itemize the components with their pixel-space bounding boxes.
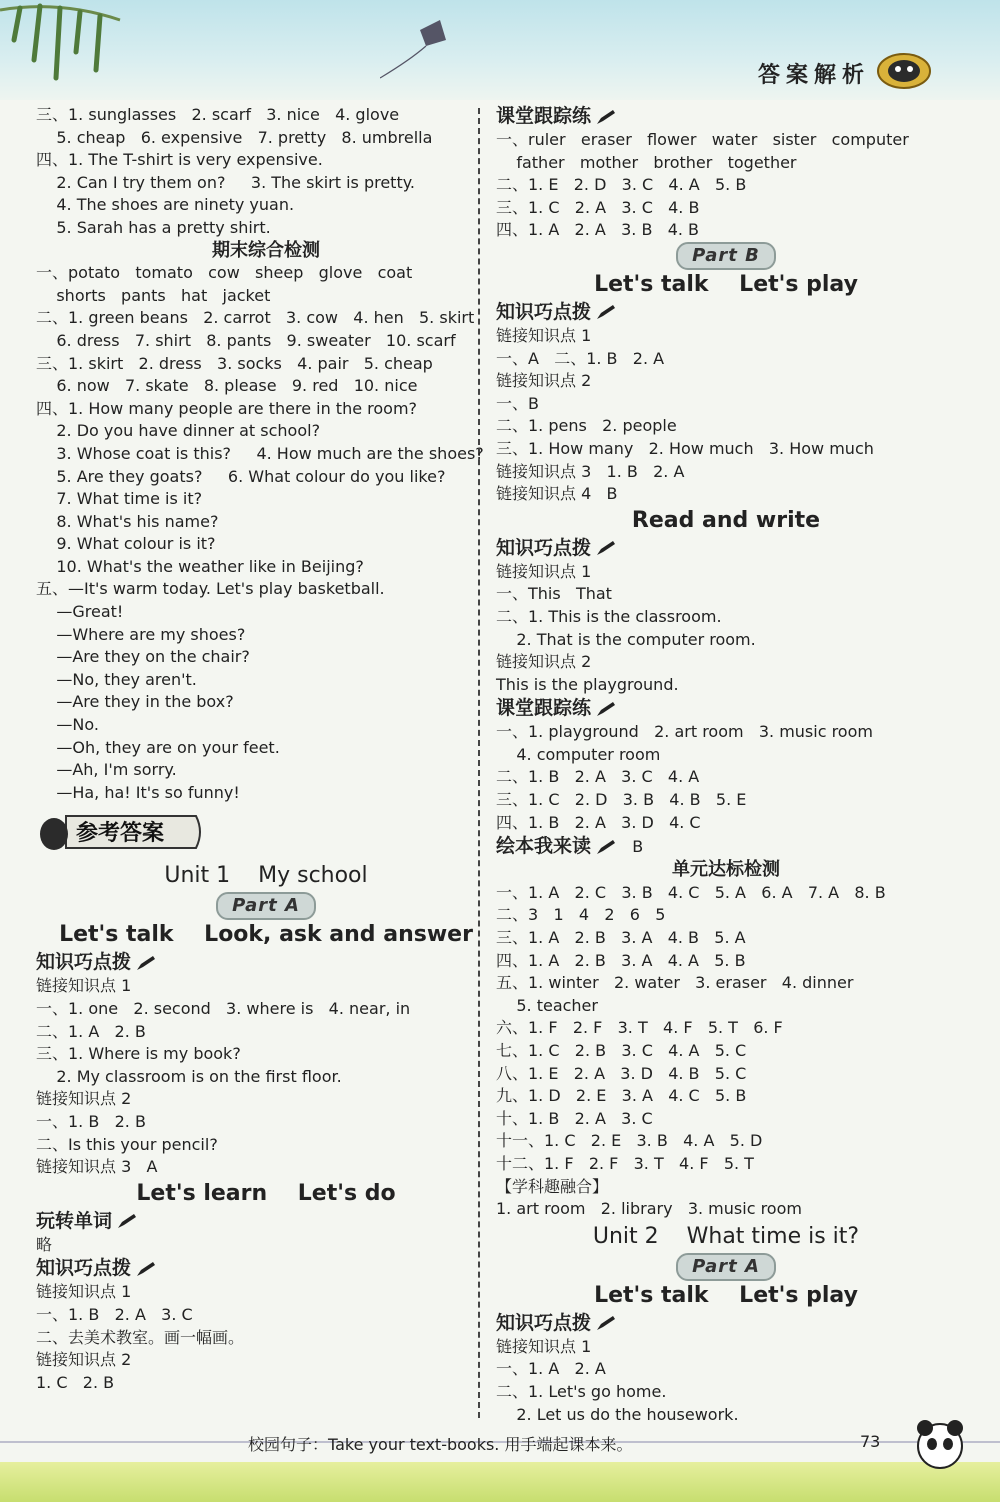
answer-line: 十一、1. C 2. E 3. B 4. A 5. D [496, 1131, 763, 1151]
exercise-label-text: 知识巧点拨 [36, 951, 132, 974]
answer-line: —Ah, I'm sorry. [36, 760, 177, 780]
answer-line: 四、1. How many people are there in the room? [36, 398, 418, 418]
answer-line: 5. teacher [496, 995, 598, 1015]
answer-line: shorts pants hat jacket [36, 285, 271, 305]
part-tag [496, 1253, 956, 1281]
left-answer-column [36, 104, 496, 1394]
answer-line: 链接知识点 3 1. B 2. A [496, 461, 685, 481]
panda-mascot-icon [905, 1410, 975, 1480]
exercise-label [36, 950, 496, 975]
answer-line: 二、1. green beans 2. carrot 3. cow 4. hen 5. skirt [36, 308, 475, 328]
answer-line: 链接知识点 2 [496, 371, 592, 391]
answer-line: 一、1. playground 2. art room 3. music room [496, 722, 873, 742]
pencil-icon [595, 838, 617, 856]
answer-line: 链接知识点 2 [496, 652, 592, 672]
answer-line: 5. cheap 6. expensive 7. pretty 8. umbrella [36, 127, 433, 147]
answer-line: 一、1. A 2. C 3. B 4. C 5. A 6. A 7. A 8. B [496, 882, 886, 902]
answer-line: 三、1. A 2. B 3. A 4. B 5. A [496, 928, 746, 948]
part-tag [36, 892, 496, 920]
answer-line: 四、1. B 2. A 3. D 4. C [496, 812, 701, 832]
answer-line: —Are they in the box? [36, 692, 234, 712]
answer-line: 2. Do you have dinner at school? [36, 421, 321, 441]
exercise-label-text: 玩转单词 [36, 1209, 113, 1232]
answer-line: 二、Is this your pencil? [36, 1134, 218, 1154]
answer-line: 二、1. A 2. B [36, 1021, 146, 1041]
answer-line: 二、1. B 2. A 3. C 4. A [496, 767, 700, 787]
answer-line: 9. What colour is it? [36, 534, 216, 554]
section-heading: Read and write [631, 507, 821, 533]
exercise-label-text: 知识巧点拨 [496, 1311, 592, 1334]
answer-line: 一、B [496, 393, 539, 413]
answer-line: 2. That is the computer room. [496, 629, 756, 649]
answer-line: 【学科趣融合】 [496, 1176, 609, 1196]
pencil-icon [595, 108, 617, 126]
answer-line: 4. The shoes are ninety yuan. [36, 195, 295, 215]
answer-line: 2. My classroom is on the first floor. [36, 1066, 342, 1086]
answer-line: 6. dress 7. shirt 8. pants 9. sweater 10. scarf [36, 330, 456, 350]
right-answer-column [496, 104, 956, 1426]
part-pill: Part A [216, 892, 316, 920]
answer-line: 七、1. C 2. B 3. C 4. A 5. C [496, 1041, 747, 1060]
answer-line: —Oh, they are on your feet. [36, 737, 280, 757]
test-heading: 期末综合检测 [212, 239, 320, 261]
section-heading: Let's talk Let's play [594, 271, 858, 297]
answer-line: 一、1. B 2. A 3. C [36, 1304, 193, 1324]
pencil-icon [595, 539, 617, 557]
exercise-label [496, 300, 956, 325]
pencil-icon [116, 1212, 138, 1230]
answer-line: 十二、1. F 2. F 3. T 4. F 5. T [496, 1153, 754, 1173]
exercise-label-text: 知识巧点拨 [496, 300, 592, 323]
answer-line: 三、1. Where is my book? [36, 1044, 241, 1064]
test-heading: 单元达标检测 [672, 859, 780, 881]
answer-line: 二、1. E 2. D 3. C 4. A 5. B [496, 175, 747, 195]
exercise-label-answer: B [617, 837, 644, 857]
answer-line: 一、This That [496, 584, 612, 604]
answer-line: —No. [36, 715, 99, 735]
unit-title: Unit 1 My school [164, 863, 368, 889]
answer-line: 10. What's the weather like in Beijing? [36, 556, 364, 576]
answer-line: —Are they on the chair? [36, 647, 250, 667]
page-number: 73 [860, 1432, 881, 1451]
answer-line: —No, they aren't. [36, 669, 197, 689]
section-heading: Let's talk Let's play [594, 1282, 858, 1308]
answer-line: 一、ruler eraser flower water sister computer [496, 130, 909, 149]
part-pill: Part A [676, 1253, 776, 1281]
answer-line: 一、1. B 2. B [36, 1111, 146, 1131]
answer-line: 九、1. D 2. E 3. A 4. C 5. B [496, 1086, 747, 1106]
answer-line: 略 [36, 1234, 53, 1254]
exercise-label [496, 104, 956, 129]
exercise-label [496, 696, 956, 721]
answer-line: 1. C 2. B [36, 1372, 115, 1392]
answer-line: 链接知识点 1 [496, 325, 592, 345]
answer-line: 四、1. A 2. B 3. A 4. A 5. B [496, 950, 746, 970]
answer-line: 链接知识点 2 [36, 1350, 132, 1370]
part-pill: Part B [676, 242, 776, 270]
answer-line: 二、1. pens 2. people [496, 416, 677, 436]
answer-line: 三、1. C 2. A 3. C 4. B [496, 197, 700, 217]
banner-ribbon-icon [36, 810, 206, 854]
answer-line: 十、1. B 2. A 3. C [496, 1108, 653, 1128]
answer-line: 五、—It's warm today. Let's play basketball. [36, 579, 385, 599]
answer-line: 4. computer room [496, 744, 661, 764]
answer-line: 1. art room 2. library 3. music room [496, 1199, 802, 1219]
campus-sentence: 校园句子：Take your text-books. 用手端起课本来。 [248, 1435, 633, 1454]
answer-line: —Ha, ha! It's so funny! [36, 782, 240, 802]
answer-line: 3. Whose coat is this? 4. How much are the shoes? [36, 443, 484, 463]
answer-line: 四、1. A 2. A 3. B 4. B [496, 220, 700, 240]
answer-line: 链接知识点 1 [36, 1282, 132, 1302]
mascot-badge-icon [876, 52, 932, 90]
page-header [0, 0, 1000, 100]
answer-line: —Great! [36, 602, 124, 622]
exercise-label-text: 绘本我来读 [496, 835, 592, 858]
answer-line: 三、1. C 2. D 3. B 4. B 5. E [496, 790, 747, 810]
answer-line: 二、3 1 4 2 6 5 [496, 905, 666, 925]
pencil-icon [595, 700, 617, 718]
answer-line: 2. Let us do the housework. [496, 1404, 739, 1424]
exercise-label-text: 课堂跟踪练 [496, 105, 592, 127]
exercise-label-text: 知识巧点拨 [496, 536, 592, 559]
header-title: 答案解析 [757, 63, 870, 88]
answer-line: 链接知识点 1 [496, 561, 592, 581]
answer-line: 三、1. skirt 2. dress 3. socks 4. pair 5. cheap [36, 353, 433, 373]
answer-line: 链接知识点 1 [496, 1336, 592, 1356]
banner-text: 参考答案 [76, 821, 165, 847]
answer-line: 三、1. How many 2. How much 3. How much [496, 438, 874, 458]
answer-line: 8. What's his name? [36, 511, 219, 531]
answer-line: 2. Can I try them on? 3. The skirt is pretty. [36, 172, 415, 192]
exercise-label [36, 1209, 496, 1234]
answer-line: 三、1. sunglasses 2. scarf 3. nice 4. glove [36, 105, 400, 124]
willow-branch-icon [0, 0, 180, 90]
kite-icon [380, 20, 500, 80]
answer-line: 链接知识点 2 [36, 1089, 132, 1109]
answer-line: 链接知识点 3 A [36, 1157, 158, 1177]
answer-line: 二、1. This is the classroom. [496, 606, 722, 626]
exercise-label [496, 536, 956, 561]
answer-line: 链接知识点 1 [36, 976, 132, 996]
exercise-label-text: 知识巧点拨 [36, 1257, 132, 1280]
answer-line: 6. now 7. skate 8. please 9. red 10. nice [36, 376, 418, 396]
pencil-icon [135, 1260, 157, 1278]
answer-line: 一、1. A 2. A [496, 1359, 606, 1379]
answer-line: 八、1. E 2. A 3. D 4. B 5. C [496, 1063, 747, 1083]
answer-line: 二、1. Let's go home. [496, 1381, 667, 1401]
reference-answer-banner [36, 804, 496, 860]
page-footer [0, 1432, 1000, 1502]
answer-line: —Where are my shoes? [36, 624, 246, 644]
part-tag [496, 242, 956, 270]
section-heading: Let's talk Look, ask and answer [59, 922, 473, 948]
exercise-label [36, 1256, 496, 1281]
exercise-label [496, 1311, 956, 1336]
exercise-label-text: 课堂跟踪练 [496, 697, 592, 720]
answer-line: 一、potato tomato cow sheep glove coat [36, 263, 413, 283]
grass-strip [0, 1462, 1000, 1502]
answer-line: 五、1. winter 2. water 3. eraser 4. dinner [496, 973, 854, 993]
exercise-label [496, 834, 956, 859]
answer-line: 四、1. The T-shirt is very expensive. [36, 150, 323, 170]
answer-line: 7. What time is it? [36, 489, 203, 509]
pencil-icon [595, 1314, 617, 1332]
pencil-icon [135, 954, 157, 972]
answer-line: 二、去美术教室。画一幅画。 [36, 1327, 245, 1347]
answer-line: 链接知识点 4 B [496, 484, 618, 504]
answer-line: 一、A 二、1. B 2. A [496, 348, 665, 368]
section-heading: Let's learn Let's do [136, 1180, 396, 1206]
unit-title: Unit 2 What time is it? [592, 1223, 860, 1249]
answer-line: This is the playground. [496, 674, 679, 694]
answer-line: father mother brother together [496, 152, 797, 172]
answer-line: 六、1. F 2. F 3. T 4. F 5. T 6. F [496, 1018, 783, 1038]
answer-line: 一、1. one 2. second 3. where is 4. near, in [36, 999, 411, 1018]
answer-line: 5. Sarah has a pretty shirt. [36, 217, 271, 237]
pencil-icon [595, 303, 617, 321]
answer-line: 5. Are they goats? 6. What colour do you like? [36, 466, 446, 486]
